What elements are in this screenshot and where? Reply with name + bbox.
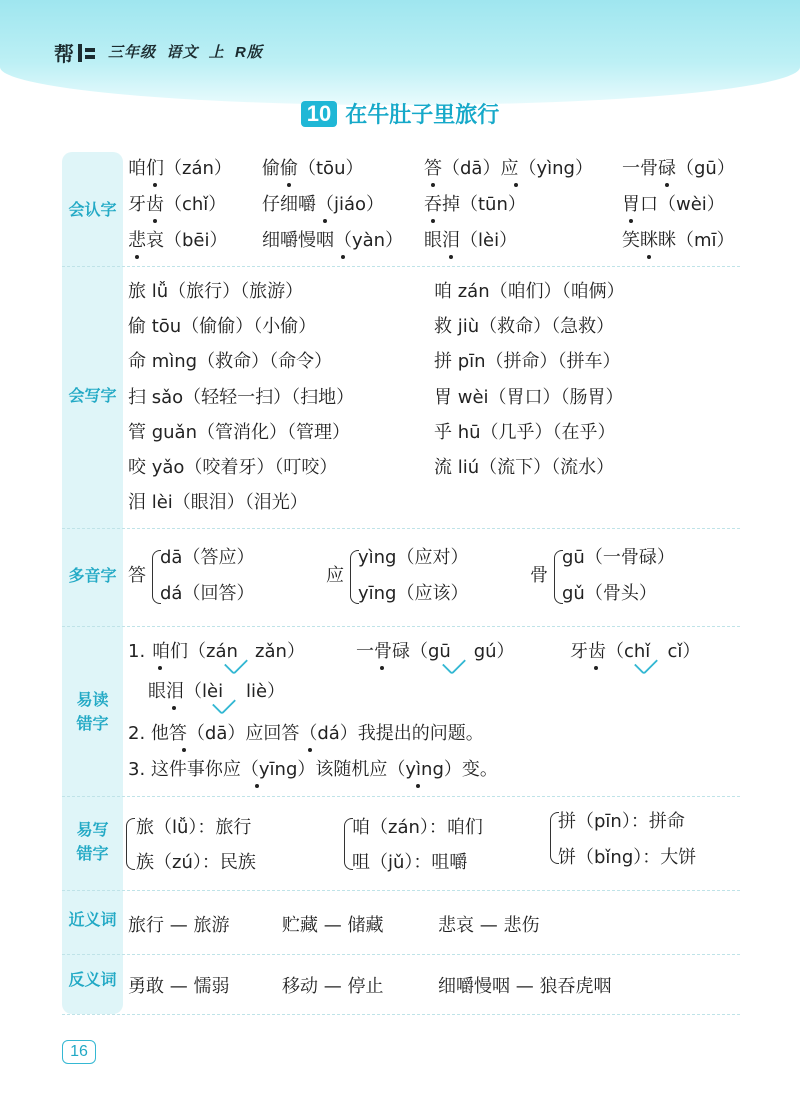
- recognize-word: 眼泪（lèi）: [424, 230, 518, 251]
- emphasis-dot: [158, 666, 162, 670]
- miswrite-entry: 旅（lǚ）：旅行: [136, 817, 252, 838]
- emphasis-dot: [255, 784, 259, 788]
- label-miswrite-2: 错字: [76, 846, 109, 863]
- polyphone-char: 答: [128, 565, 146, 586]
- divider: [62, 796, 740, 797]
- recognize-word: 仔细嚼（jiáo）: [262, 194, 385, 215]
- misread-choice: 一骨碌（gū gú）: [356, 641, 515, 662]
- polyphone-char: 骨: [530, 565, 548, 586]
- label-misread-2: 错字: [76, 716, 109, 733]
- recognize-word: 悲哀（bēi）: [128, 230, 228, 251]
- brace: [126, 818, 135, 870]
- write-entry: 泪 lèi（眼泪）（泪光）: [128, 492, 308, 513]
- divider: [62, 1014, 740, 1015]
- polyphone-char: 应: [326, 565, 344, 586]
- antonym-pair: 细嚼慢咽 — 狼吞虎咽: [438, 976, 612, 997]
- lesson-number: 10: [301, 101, 337, 127]
- recognize-word: 胃口（wèi）: [622, 194, 725, 215]
- emphasis-dot: [431, 183, 435, 187]
- question-number: 1.: [128, 641, 146, 662]
- label-write: 会写字: [68, 388, 117, 405]
- emphasis-dot: [514, 183, 518, 187]
- misread-choice: 牙齿（chǐ cǐ）: [570, 641, 701, 662]
- lesson-title: [0, 98, 800, 129]
- miswrite-entry: 拼（pīn）：拼命: [558, 811, 685, 832]
- emphasis-dot: [153, 219, 157, 223]
- emphasis-dot: [629, 219, 633, 223]
- synonym-pair: 贮藏 — 储藏: [282, 915, 384, 936]
- miswrite-entry: 咱（zán）：咱们: [352, 817, 483, 838]
- emphasis-dot: [323, 219, 327, 223]
- write-entry: 管 guǎn（管消化）（管理）: [128, 422, 350, 443]
- polyphone-reading: yìng（应对）: [358, 547, 469, 568]
- emphasis-dot: [431, 219, 435, 223]
- emphasis-dot: [182, 748, 186, 752]
- divider: [62, 266, 740, 267]
- recognize-word: 牙齿（chǐ）: [128, 194, 227, 215]
- polyphone-reading: dá（回答）: [160, 583, 255, 604]
- recognize-word: 一骨碌（gū）: [622, 158, 735, 179]
- write-entry: 救 jiù（救命）（急救）: [434, 316, 615, 337]
- label-polyphone: 多音字: [68, 568, 117, 585]
- emphasis-dot: [380, 666, 384, 670]
- recognize-word: 笑眯眯（mī）: [622, 230, 735, 251]
- emphasis-dot: [341, 255, 345, 259]
- write-entry: 流 liú（流下）（流水）: [434, 457, 615, 478]
- divider: [62, 528, 740, 529]
- synonym-pair: 旅行 — 旅游: [128, 915, 230, 936]
- emphasis-dot: [287, 183, 291, 187]
- write-entry: 旅 lǚ（旅行）（旅游）: [128, 281, 304, 302]
- emphasis-dot: [647, 255, 651, 259]
- emphasis-dot: [416, 784, 420, 788]
- divider: [62, 954, 740, 955]
- write-entry: 咬 yǎo（咬着牙）（叮咬）: [128, 457, 338, 478]
- label-antonym: 反义词: [68, 972, 117, 989]
- label-miswrite-1: 易写: [76, 822, 109, 839]
- miswrite-entry: 饼（bǐng）：大饼: [558, 847, 697, 868]
- write-entry: 咱 zán（咱们）（咱俩）: [434, 281, 625, 302]
- recognize-word: 细嚼慢咽（yàn）: [262, 230, 404, 251]
- header-grade-info: 三年级 语文 上 R版: [108, 44, 263, 61]
- label-synonym: 近义词: [68, 912, 117, 929]
- emphasis-dot: [135, 255, 139, 259]
- misread-choice: 咱们（zán zǎn）: [152, 641, 305, 662]
- series-logo-text: 帮: [54, 44, 74, 66]
- write-entry: 拼 pīn（拼命）（拼车）: [434, 351, 621, 372]
- synonym-pair: 悲哀 — 悲伤: [438, 915, 540, 936]
- label-recognize: 会认字: [68, 202, 117, 219]
- recognize-word: 咱们（zán）: [128, 158, 232, 179]
- write-entry: 命 mìng（救命）（命令）: [128, 351, 333, 372]
- polyphone-reading: gǔ（骨头）: [562, 583, 657, 604]
- write-entry: 胃 wèi（胃口）（肠胃）: [434, 387, 624, 408]
- misread-choice: 眼泪（lèi liè）: [148, 681, 286, 702]
- emphasis-dot: [153, 183, 157, 187]
- recognize-word: 答（dā）应（yìng）: [424, 158, 593, 179]
- write-entry: 偷 tōu（偷偷）（小偷）: [128, 316, 317, 337]
- miswrite-entry: 咀（jǔ）：咀嚼: [352, 852, 468, 873]
- divider: [62, 626, 740, 627]
- polyphone-reading: gū（一骨碌）: [562, 547, 675, 568]
- emphasis-dot: [594, 666, 598, 670]
- recognize-word: 偷偷（tōu）: [262, 158, 364, 179]
- emphasis-dot: [308, 748, 312, 752]
- miswrite-entry: 族（zú）：民族: [136, 852, 256, 873]
- page-number: 16: [62, 1040, 96, 1064]
- misread-sentence: 2. 他答（dā）应回答（dá）我提出的问题。: [128, 723, 484, 744]
- divider: [62, 890, 740, 891]
- series-logo: [52, 40, 98, 66]
- emphasis-dot: [449, 255, 453, 259]
- antonym-pair: 勇敢 — 懦弱: [128, 976, 230, 997]
- polyphone-reading: dā（答应）: [160, 547, 255, 568]
- write-entry: 扫 sǎo（轻轻一扫）（扫地）: [128, 387, 355, 408]
- antonym-pair: 移动 — 停止: [282, 976, 384, 997]
- misread-sentence: 3. 这件事你应（yīng）该随机应（yìng）变。: [128, 759, 498, 780]
- polyphone-reading: yīng（应该）: [358, 583, 469, 604]
- write-entry: 乎 hū（几乎）（在乎）: [434, 422, 616, 443]
- emphasis-dot: [665, 183, 669, 187]
- lesson-title-text: 在牛肚子里旅行: [345, 102, 500, 127]
- recognize-word: 吞掉（tūn）: [424, 194, 526, 215]
- label-misread-1: 易读: [76, 692, 109, 709]
- emphasis-dot: [172, 706, 176, 710]
